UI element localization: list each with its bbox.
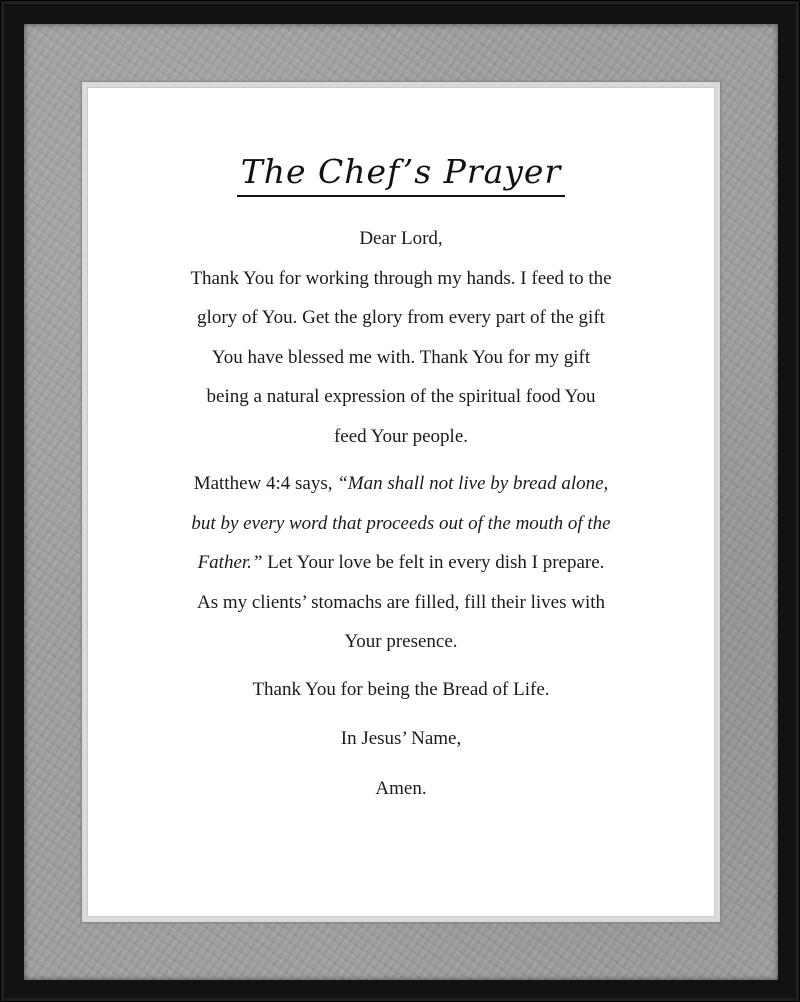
text-line xyxy=(127,543,675,583)
scripture-quote: “Man shall not live by bread alone, xyxy=(337,473,609,494)
title-wrap xyxy=(87,151,715,197)
text-line: As my clients’ stomachs are filled, fill their lives with xyxy=(196,591,606,613)
salutation: Dear Lord, xyxy=(359,228,443,249)
text-line: You have blessed me with. Thank You for my gift xyxy=(211,346,591,368)
paragraph-gratitude xyxy=(127,259,675,457)
amen: Amen. xyxy=(375,777,427,799)
closing-line: Thank You for being the Bread of Life. xyxy=(252,678,550,700)
prayer-body xyxy=(127,219,675,818)
sign-off: In Jesus’ Name, xyxy=(340,728,462,749)
scripture-quote: Father.” xyxy=(197,552,263,573)
text-line: glory of You. Get the glory from every part of the gift xyxy=(197,307,605,328)
page-title: The Chef’s Prayer xyxy=(237,151,565,197)
prayer-text: Let Your love be felt in every dish I prepare. xyxy=(262,552,605,573)
scripture-quote: but by every word that proceeds out of the mouth of the xyxy=(191,512,611,534)
text-line xyxy=(127,464,675,504)
text-line: feed Your people. xyxy=(333,425,469,447)
text-line: Thank You for working through my hands. I feed to the xyxy=(190,267,612,289)
prayer-paper xyxy=(87,87,715,917)
text-line xyxy=(127,504,675,544)
text-line: being a natural expression of the spiritual food You xyxy=(206,386,596,407)
paragraph-scripture xyxy=(127,464,675,662)
scripture-reference: Matthew 4:4 says, xyxy=(193,473,338,494)
text-line: Your presence. xyxy=(344,631,458,652)
